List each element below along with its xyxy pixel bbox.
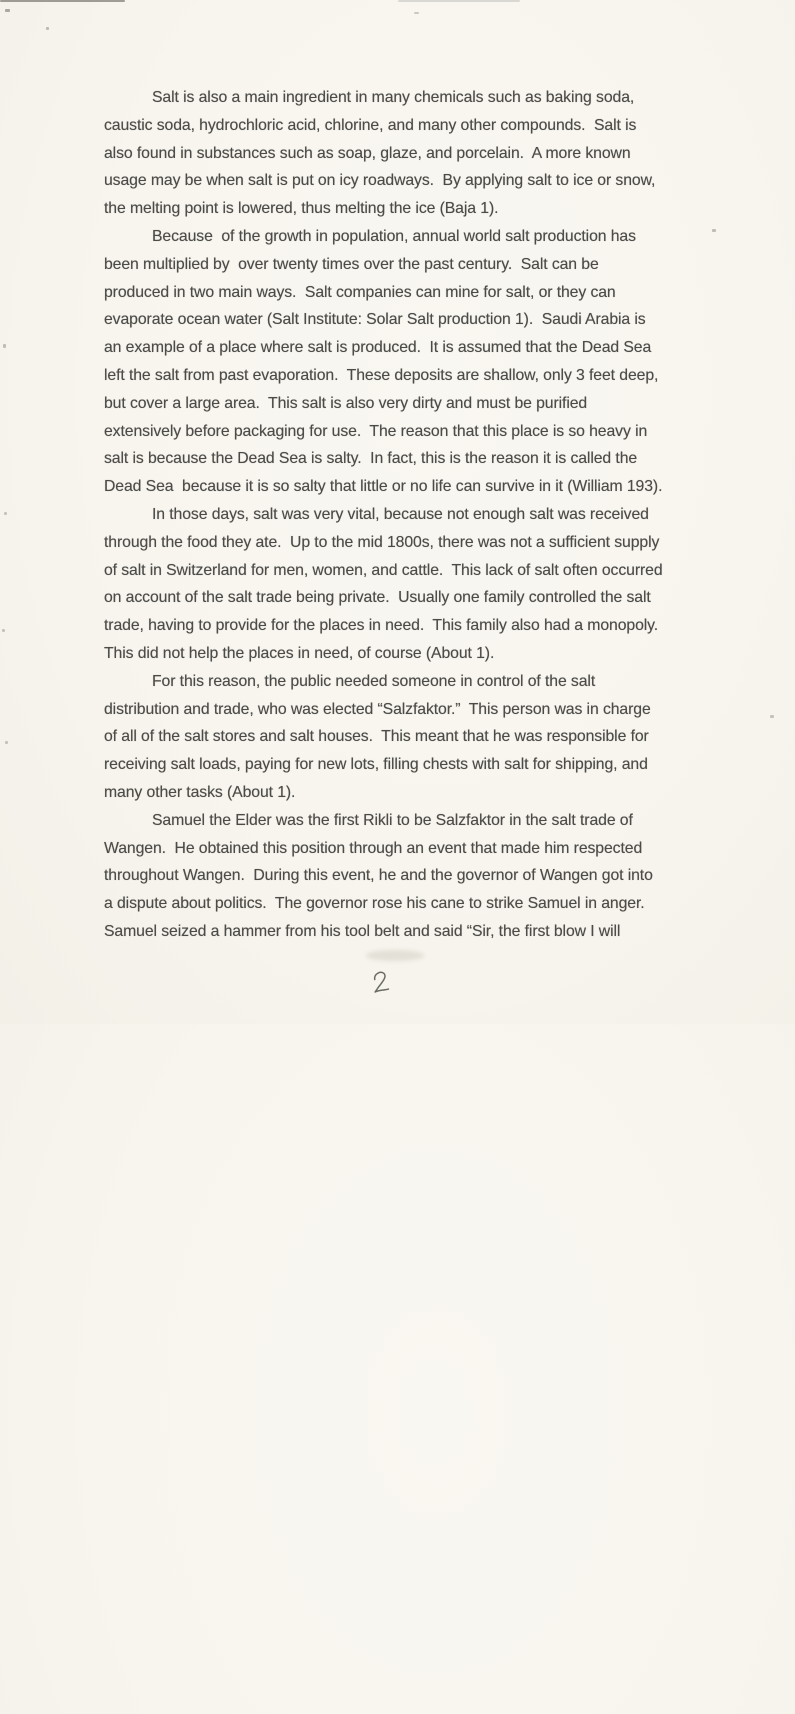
essay-text [104, 84, 663, 946]
text-line: Samuel seized a hammer from his tool belt and said “Sir, the first blow I will [104, 922, 621, 940]
text-line: salt is because the Dead Sea is salty. In fact, this is the reason it is called the [104, 450, 638, 468]
text-line: receiving salt loads, paying for new lots, filling chests with salt for shipping, and [104, 756, 648, 774]
scan-speck [770, 715, 774, 718]
scan-speck [712, 229, 716, 232]
scan-speck [46, 27, 49, 30]
scan-speck [5, 9, 10, 12]
scan-speck [5, 741, 8, 744]
handwritten-2-glyph [368, 967, 396, 999]
scan-speck [414, 12, 419, 14]
scan-speck [3, 344, 6, 348]
text-line: Wangen. He obtained this position through an event that made him respected [104, 839, 643, 857]
scan-speck [2, 629, 5, 632]
scan-speck [4, 512, 7, 515]
text-line: evaporate ocean water (Salt Institute: Solar Salt production 1). Saudi Arabia is [104, 311, 646, 329]
text-line: a dispute about politics. The governor rose his cane to strike Samuel in anger. [104, 895, 645, 913]
paragraph [104, 668, 663, 807]
text-line: trade, having to provide for the places in need. This family also had a monopoly. [104, 617, 659, 635]
text-line: an example of a place where salt is produced. It is assumed that the Dead Sea [104, 339, 652, 357]
text-line: extensively before packaging for use. The reason that this place is so heavy in [104, 422, 648, 440]
text-line: on account of the salt trade being private. Usually one family controlled the salt [104, 589, 651, 607]
text-line: the melting point is lowered, thus melting the ice (Baja 1). [104, 200, 499, 218]
text-line: usage may be when salt is put on icy roadways. By applying salt to ice or snow, [104, 172, 656, 190]
paragraph [104, 84, 663, 223]
text-line: In those days, salt was very vital, because not enough salt was received [152, 505, 649, 523]
text-line: left the salt from past evaporation. These deposits are shallow, only 3 feet deep, [104, 366, 659, 384]
text-line: been multiplied by over twenty times over the past century. Salt can be [104, 255, 599, 273]
text-line: Samuel the Elder was the first Rikli to be Salzfaktor in the salt trade of [152, 811, 633, 829]
text-line: many other tasks (About 1). [104, 783, 296, 801]
text-line: through the food they ate. Up to the mid 1800s, there was not a sufficient supply [104, 533, 660, 551]
text-line: produced in two main ways. Salt companies can mine for salt, or they can [104, 283, 616, 301]
scan-edge-artifact [0, 0, 125, 2]
handwritten-page-number [368, 967, 396, 999]
paragraph [104, 223, 663, 501]
text-line: This did not help the places in need, of course (About 1). [104, 644, 495, 662]
text-line: Salt is also a main ingredient in many chemicals such as baking soda, [152, 89, 635, 106]
paragraph [104, 807, 663, 946]
text-line: also found in substances such as soap, glaze, and porcelain. A more known [104, 144, 631, 162]
text-line: distribution and trade, who was elected “Salzfaktor.” This person was in charge [104, 700, 651, 718]
text-line: Because of the growth in population, annual world salt production has [152, 227, 636, 245]
text-line: but cover a large area. This salt is also very dirty and must be purified [104, 394, 588, 412]
text-line: of salt in Switzerland for men, women, and cattle. This lack of salt often occurred [104, 561, 663, 579]
text-line: throughout Wangen. During this event, he and the governor of Wangen got into [104, 867, 653, 885]
pencil-smudge [366, 950, 424, 961]
text-line: of all of the salt stores and salt houses. This meant that he was responsible for [104, 728, 649, 746]
scan-edge-artifact [398, 0, 520, 2]
text-line: For this reason, the public needed someone in control of the salt [152, 672, 596, 690]
text-line: Dead Sea because it is so salty that little or no life can survive in it (William 193). [104, 478, 663, 496]
paragraph [104, 501, 663, 668]
text-line: caustic soda, hydrochloric acid, chlorine, and many other compounds. Salt is [104, 116, 637, 134]
